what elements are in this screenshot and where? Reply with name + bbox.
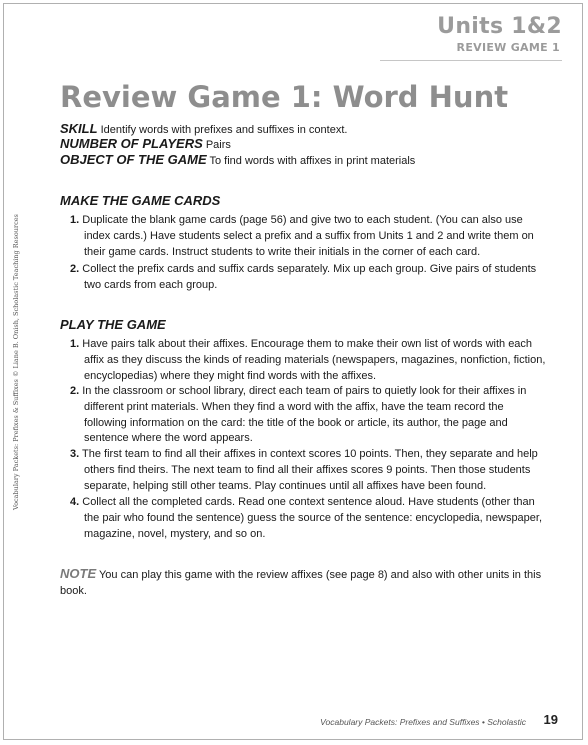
section-heading-make-cards: MAKE THE GAME CARDS bbox=[60, 193, 221, 208]
note-text: You can play this game with the review affixes (see page 8) and also with other units in this book. bbox=[60, 569, 542, 597]
info-text: Identify words with prefixes and suffixes in context. bbox=[100, 124, 348, 136]
header-rule bbox=[380, 60, 562, 61]
info-text: To find words with affixes in print materials bbox=[209, 155, 416, 167]
item-number: 2. bbox=[70, 385, 80, 397]
list-item bbox=[70, 447, 548, 494]
list-item bbox=[70, 262, 548, 294]
note bbox=[60, 566, 548, 599]
info-label: OBJECT OF THE GAME bbox=[60, 152, 207, 167]
info-label: NUMBER OF PLAYERS bbox=[60, 136, 203, 151]
page-title: Review Game 1: Word Hunt bbox=[60, 80, 509, 114]
item-text: In the classroom or school library, direct each team of pairs to quietly look for their affixes in different print materials. When they find a word with the affix, have the team record the following information on the card: the title of the book or article, its author, the page and sentence where the word appears. bbox=[82, 385, 527, 445]
unit-title: Units 1&2 bbox=[437, 14, 562, 39]
copyright-sidebar bbox=[8, 214, 24, 510]
item-number: 3. bbox=[70, 448, 80, 460]
list-item bbox=[70, 384, 548, 447]
list-item bbox=[70, 495, 548, 542]
item-text: Collect all the completed cards. Read one context sentence aloud. Have students (other than the pair who found the sentence) guess the source of the sentence: encyclopedia, newspaper, magazine, novel, mystery, and so on. bbox=[82, 496, 543, 540]
section-heading-play-game: PLAY THE GAME bbox=[60, 317, 166, 332]
item-number: 2. bbox=[70, 263, 80, 275]
copyright-text: Vocabulary Packets: Prefixes & Suffixes © Liane B. Onish, Scholastic Teaching Resources bbox=[12, 214, 20, 510]
item-text: Duplicate the blank game cards (page 56) and give two to each student. (You can also use index cards.) Have students select a prefix and a suffix from Units 1 and 2 and write them on their game cards. Instruct students to write their initials in the corner of each card. bbox=[82, 214, 534, 258]
list-item bbox=[70, 337, 548, 384]
page-number: 19 bbox=[543, 712, 558, 727]
info-label: SKILL bbox=[60, 121, 98, 136]
item-text: Have pairs talk about their affixes. Encourage them to make their own list of words with each affix as they discuss the kinds of reading materials (newspapers, magazines, nonfiction, fiction, encyclopedias) where they might find words with the affixes. bbox=[82, 338, 546, 382]
item-number: 1. bbox=[70, 214, 80, 226]
item-number: 4. bbox=[70, 496, 80, 508]
item-text: Collect the prefix cards and suffix cards separately. Mix up each group. Give pairs of students two cards from each group. bbox=[82, 263, 537, 291]
footer-text: Vocabulary Packets: Prefixes and Suffixes • Scholastic bbox=[320, 717, 526, 727]
info-players bbox=[60, 136, 231, 153]
item-text: The first team to find all their affixes in context scores 10 points. Then, they separate and help others find theirs. The next team to find all their affixes scores 9 points. Then those students separate, helping still other teams. Play continues until all affixes have been found. bbox=[82, 448, 538, 492]
item-number: 1. bbox=[70, 338, 80, 350]
info-text: Pairs bbox=[205, 139, 231, 151]
unit-subtitle: REVIEW GAME 1 bbox=[456, 41, 560, 54]
info-object bbox=[60, 152, 415, 169]
list-item bbox=[70, 213, 548, 260]
note-label: NOTE bbox=[60, 566, 97, 581]
